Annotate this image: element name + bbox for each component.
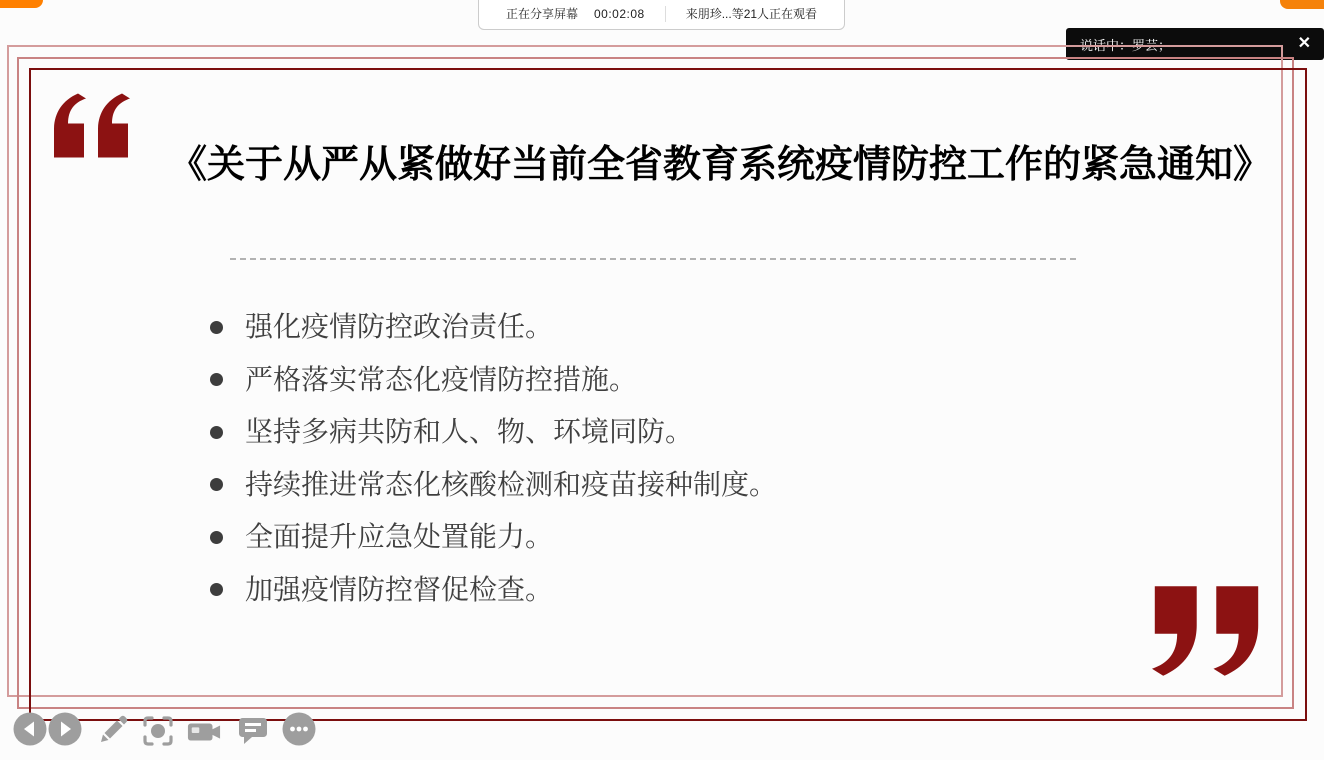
bullet-dot <box>210 373 223 386</box>
top-right-orange-tab[interactable] <box>1280 0 1324 9</box>
close-icon[interactable]: ✕ <box>1297 35 1311 52</box>
closing-quote-icon <box>1152 585 1261 677</box>
previous-slide-button[interactable] <box>13 712 47 746</box>
bullet-text: 强化疫情防控政治责任。 <box>245 311 554 342</box>
bullet-dot <box>210 531 223 544</box>
annotate-pencil-icon[interactable] <box>96 713 130 747</box>
list-item <box>210 469 777 501</box>
top-left-orange-tab[interactable] <box>0 0 43 8</box>
camera-icon[interactable] <box>187 716 221 750</box>
bullet-text: 持续推进常态化核酸检测和疫苗接种制度。 <box>245 468 778 500</box>
list-item <box>210 416 777 448</box>
list-item <box>210 311 777 343</box>
more-options-icon[interactable] <box>282 712 316 746</box>
chat-icon[interactable] <box>236 714 270 748</box>
list-item <box>210 521 777 553</box>
status-divider <box>665 6 666 22</box>
screen-share-status-bar <box>478 0 845 30</box>
bullet-dot <box>210 426 223 439</box>
slide-title: 《关于从严从紧做好当前全省教育系统疫情防控工作的紧急通知》 <box>168 144 1271 186</box>
next-slide-button[interactable] <box>48 712 82 746</box>
bullet-text: 坚持多病共防和人、物、环境同防。 <box>245 416 694 447</box>
list-item <box>210 574 777 606</box>
bullet-text: 加强疫情防控督促检查。 <box>245 573 554 605</box>
bullet-dot <box>210 583 223 596</box>
sharing-timer: 00:02:08 <box>593 6 645 21</box>
bullet-dot <box>210 478 223 491</box>
bullet-text: 全面提升应急处置能力。 <box>245 521 554 552</box>
sharing-status-text: 正在分享屏幕 <box>505 7 578 21</box>
speaking-banner <box>1066 28 1324 60</box>
bullet-list <box>210 311 777 626</box>
speaking-text: 说话中：罗芸； <box>1080 37 1172 53</box>
viewers-text: 来朋珍...等21人正在观看 <box>685 7 818 21</box>
bullet-dot <box>210 321 223 334</box>
opening-quote-icon <box>52 93 130 158</box>
bullet-text: 严格落实常态化疫情防控措施。 <box>245 363 638 395</box>
dashed-divider <box>230 258 1076 260</box>
list-item <box>210 364 777 396</box>
focus-capture-icon[interactable] <box>141 714 175 748</box>
